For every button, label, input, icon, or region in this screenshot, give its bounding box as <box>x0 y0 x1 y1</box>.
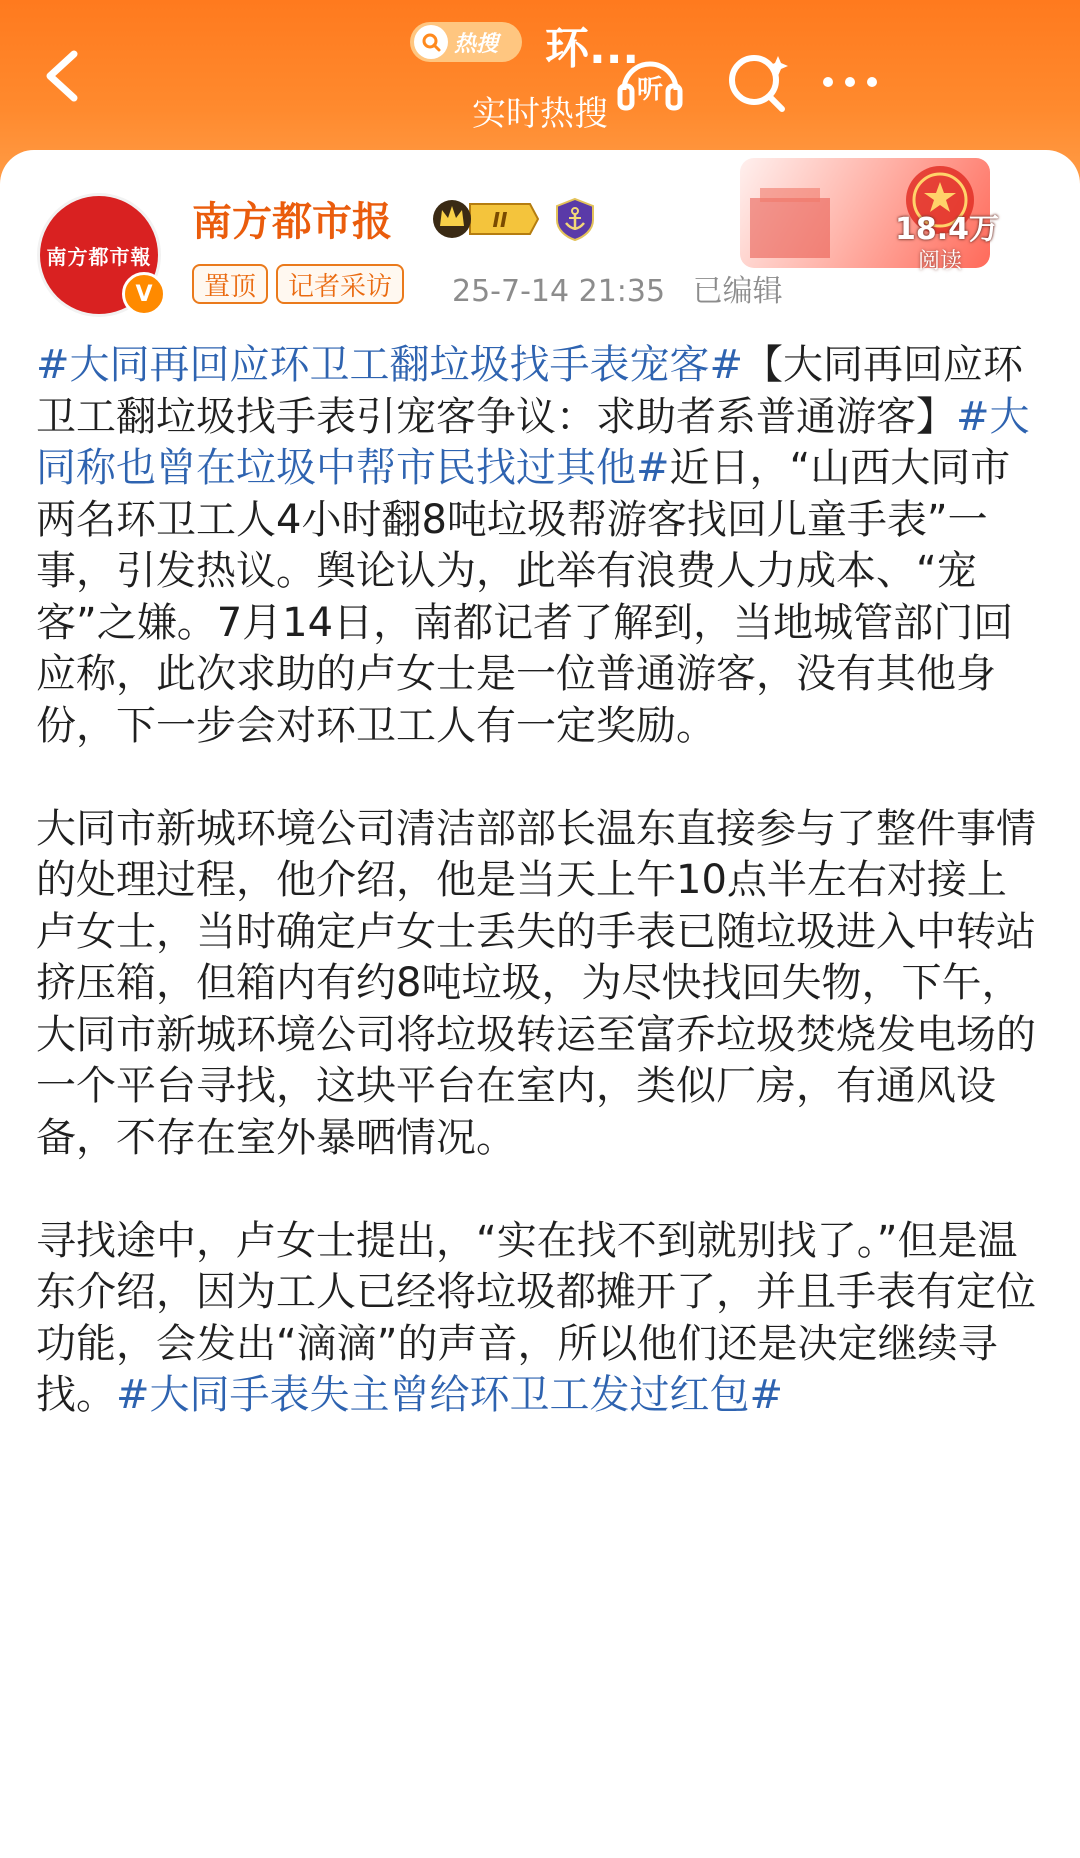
search-logo-icon <box>414 25 448 59</box>
hashtag-link[interactable]: #大同再回应环卫工翻垃圾找手表宠客# <box>36 342 744 388</box>
body-paragraph <box>36 340 1046 752</box>
topic-title: 环... <box>545 23 640 74</box>
body-text-segment: 大同市新城环境公司清洁部部长温东直接参与了整件事情的处理过程，他介绍，他是当天上午10点半左右对接上卢女士，当时确定卢女士丢失的手表已随垃圾进入中转站挤压箱，但箱内有约8吨垃圾，为尽快找回失物，下午，大同市新城环境公司将垃圾转运至富乔垃圾焚烧发电场的一个平台寻找，这块平台在室内，类似厂房，有通风设备，不存在室外暴晒情况。 <box>36 805 1036 1161</box>
anchor-badge-icon <box>552 196 598 242</box>
reads-label: 阅读 <box>918 249 963 274</box>
body-paragraph <box>36 1216 1046 1422</box>
more-icon[interactable] <box>812 44 888 120</box>
body-paragraph <box>36 804 1046 1165</box>
author-name[interactable]: 南方都市报 <box>192 199 392 245</box>
page-subtitle: 实时热搜 <box>472 94 608 134</box>
body-text-segment: 寻找途中，卢女士提出，“实在找不到就别找了。”但是温东介绍，因为工人已经将垃圾都摊开了，并且手表有定位功能，会发出“滴滴”的声音，所以他们还是决定继续寻找。 <box>36 1217 1036 1418</box>
hashtag-link[interactable]: #大同手表失主曾给环卫工发过红包# <box>116 1372 784 1418</box>
pinned-tag: 置顶 <box>192 264 268 304</box>
crown-level-icon <box>430 196 542 242</box>
reads-count: 18.4万 <box>895 212 1000 247</box>
hot-badge-label: 热搜 <box>454 31 499 57</box>
verified-icon: V <box>122 272 166 316</box>
post-datetime: 25-7-14 21:35 <box>452 274 666 309</box>
body-text-segment: 近日，“山西大同市两名环卫工人4小时翻8吨垃圾帮游客找回儿童手表”一事，引发热议。舆论认为，此举有浪费人力成本、“宠客”之嫌。7月14日，南都记者了解到，当地城管部门回应称，此次求助的卢女士是一位普通游客，没有其他身份，下一步会对环卫工人有一定奖励。 <box>36 445 1014 749</box>
avatar-logo: 南方都市報 <box>46 244 152 269</box>
body-text-segment: 【大同再回应环卫工翻垃圾找手表引宠客争议：求助者系普通游客】 <box>36 342 1024 440</box>
interview-tag: 记者采访 <box>276 264 404 304</box>
level-badge-text: II <box>492 208 508 232</box>
listen-icon[interactable] <box>612 44 688 120</box>
post-body <box>36 340 1046 1473</box>
listen-label: 听 <box>636 75 664 105</box>
hashtag-link[interactable]: #大同称也曾在垃圾中帮市民找过其他# <box>36 393 1030 491</box>
search-icon[interactable] <box>720 44 796 120</box>
edited-label: 已编辑 <box>692 274 783 309</box>
post-meta <box>452 266 783 310</box>
hot-search-badge[interactable] <box>410 22 522 62</box>
